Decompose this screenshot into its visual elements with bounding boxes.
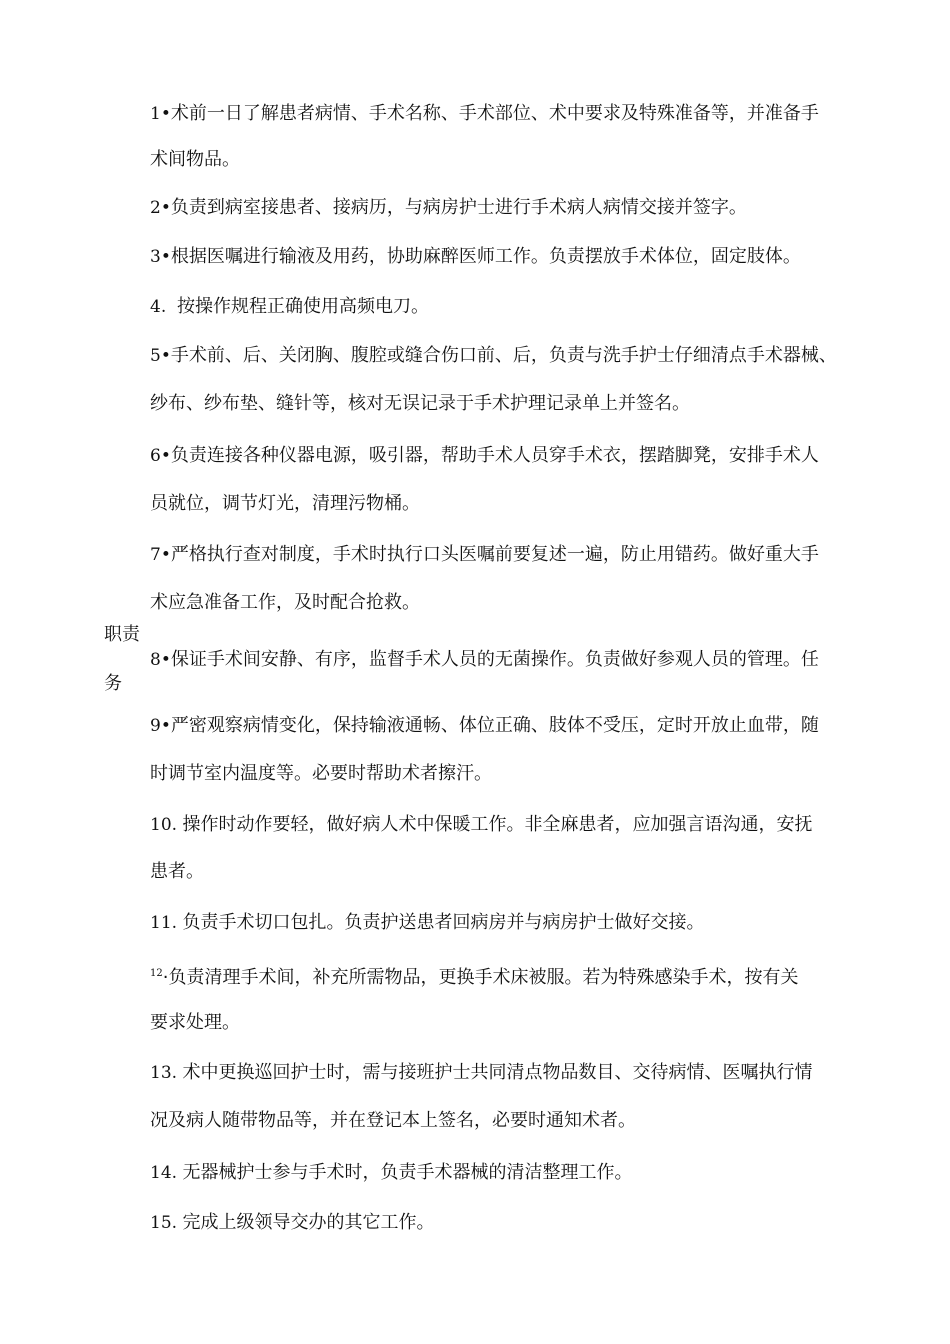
list-item [150, 196, 747, 220]
item-text: 负责到病室接患者、接病历，与病房护士进行手术病人病情交接并签字。 [170, 197, 747, 218]
item-text: ·负责清理手术间，补充所需物品，更换手术床被服。若为特殊感染手术，按有关 [162, 967, 799, 988]
item-text: 负责手术切口包扎。负责护送患者回病房并与病房护士做好交接。 [182, 912, 705, 933]
item-number: 15. [150, 1213, 183, 1233]
item-text: 患者。 [150, 861, 204, 882]
item-text: 术间物品。 [150, 149, 240, 170]
list-item [150, 1011, 240, 1035]
item-number: 13. [150, 1063, 183, 1083]
list-item [150, 245, 801, 269]
item-number: 7• [150, 545, 171, 565]
list-item [150, 1061, 812, 1085]
list-item [150, 1161, 632, 1185]
list-item [150, 1109, 636, 1133]
list-item [150, 911, 704, 935]
list-item [150, 591, 420, 615]
item-number: 4. [150, 297, 178, 317]
item-number: 6• [150, 446, 171, 466]
list-item [150, 813, 812, 837]
item-text: 员就位，调节灯光，清理污物桶。 [150, 493, 420, 514]
list-item [150, 714, 819, 738]
list-item [150, 543, 819, 567]
list-item [150, 148, 240, 172]
item-number: 3• [150, 247, 171, 267]
item-text: 术前一日了解患者病情、手术名称、手术部位、术中要求及特殊准备等，并准备手 [170, 103, 819, 124]
list-item [150, 295, 429, 319]
item-text: 严密观察病情变化，保持输液通畅、体位正确、肢体不受压，定时开放止血带，随 [170, 715, 819, 736]
list-item [150, 762, 492, 786]
item-number: 10. [150, 815, 183, 835]
item-text: 严格执行查对制度，手术时执行口头医嘱前要复述一遍，防止用错药。做好重大手 [170, 544, 819, 565]
item-number: 12 [150, 968, 163, 979]
item-text: 根据医嘱进行输液及用药，协助麻醉医师工作。负责摆放手术体位，固定肢体。 [170, 246, 801, 267]
item-text: 术应急准备工作，及时配合抢救。 [150, 592, 420, 613]
side-label-line1: 职责 [104, 624, 140, 645]
item-text: 负责连接各种仪器电源，吸引器，帮助手术人员穿手术衣，摆踏脚凳，安排手术人 [170, 445, 819, 466]
list-item [150, 860, 204, 884]
side-label-line2: 务 [104, 673, 122, 694]
item-number: 8• [150, 650, 171, 670]
list-item [150, 648, 819, 672]
item-number: 2• [150, 198, 171, 218]
item-text: 操作时动作要轻，做好病人术中保暖工作。非全麻患者，应加强言语沟通，安抚 [182, 814, 813, 835]
item-text: 术中更换巡回护士时，需与接班护士共同清点物品数目、交待病情、医嘱执行情 [182, 1062, 813, 1083]
list-item [150, 962, 798, 990]
list-item [150, 1211, 434, 1235]
item-number: 11. [150, 913, 183, 933]
item-text: 时调节室内温度等。必要时帮助术者擦汗。 [150, 763, 492, 784]
list-item [150, 392, 690, 416]
item-text: 按操作规程正确使用高频电刀。 [177, 296, 430, 317]
list-item [150, 344, 837, 368]
item-text: 况及病人随带物品等，并在登记本上签名，必要时通知术者。 [150, 1110, 636, 1131]
item-text: 保证手术间安静、有序，监督手术人员的无菌操作。负责做好参观人员的管理。任 [170, 649, 819, 670]
item-text: 要求处理。 [150, 1012, 240, 1033]
item-text: 无器械护士参与手术时，负责手术器械的清洁整理工作。 [182, 1162, 633, 1183]
list-item [150, 492, 420, 516]
item-text: 手术前、后、关闭胸、腹腔或缝合伤口前、后，负责与洗手护士仔细清点手术器械、 [170, 345, 837, 366]
item-number: 1• [150, 104, 171, 124]
item-number: 9• [150, 716, 171, 736]
list-item [150, 102, 819, 126]
list-item [150, 444, 819, 468]
item-number: 14. [150, 1163, 183, 1183]
item-number: 5• [150, 346, 171, 366]
item-text: 纱布、纱布垫、缝针等，核对无误记录于手术护理记录单上并签名。 [150, 393, 690, 414]
item-text: 完成上级领导交办的其它工作。 [182, 1212, 435, 1233]
